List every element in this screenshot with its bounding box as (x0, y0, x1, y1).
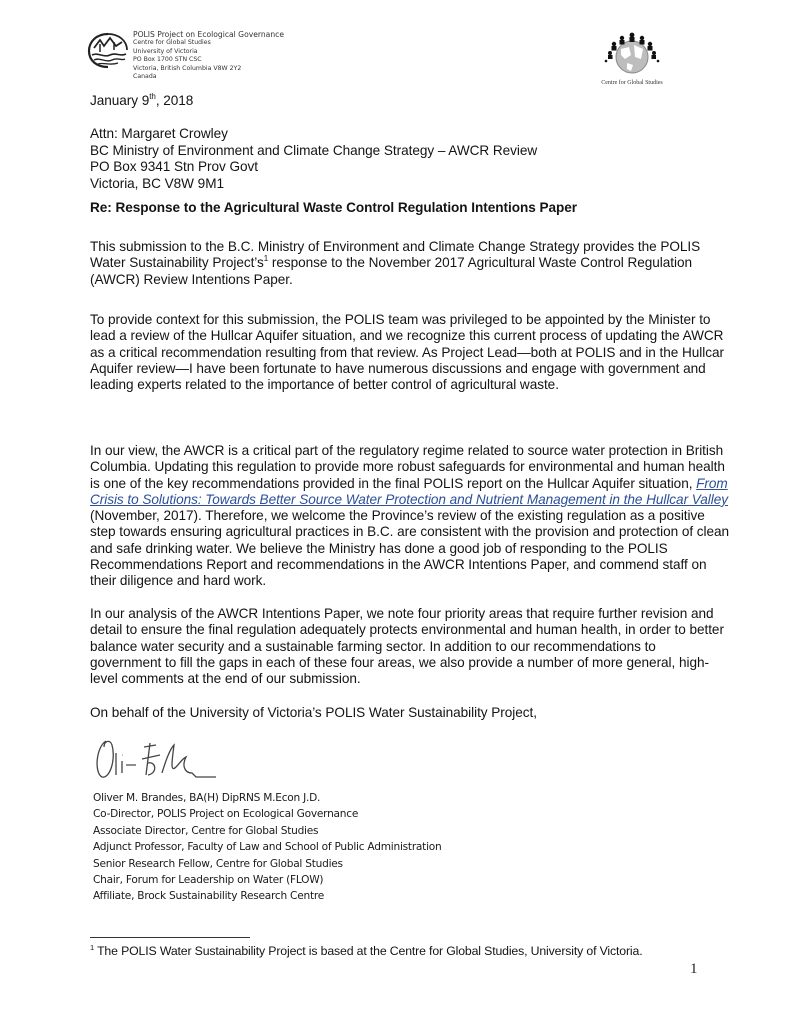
paragraph-text: In our view, the AWCR is a critical part of the regulatory regime related to source water protection in British Columbia. Updating this regulation to provide more robust safeguards for environmental and human health is one of the key recommendations provided in the final POLIS report on the Hullcar Aquifer situation, (90, 443, 725, 491)
footnote (90, 944, 642, 958)
letterhead-line: University of Victoria (133, 47, 198, 55)
recipient-address (90, 126, 730, 192)
recipient-attn: Attn: Margaret Crowley (90, 126, 228, 141)
letterhead-address (133, 31, 284, 81)
recipient-po-box: PO Box 9341 Stn Prov Govt (90, 159, 259, 174)
centre-for-global-studies-logo-icon (601, 29, 663, 87)
subject-line: Re: Response to the Agricultural Waste Control Regulation Intentions Paper (90, 200, 577, 215)
signatory-name: Oliver M. Brandes, BA(H) DipRNS M.Econ J.D. (93, 792, 321, 804)
letterhead-line: PO Box 1700 STN CSC (133, 56, 202, 64)
date-ordinal: th (149, 92, 156, 101)
letterhead-line: Centre for Global Studies (133, 39, 211, 47)
cgs-logo-caption: Centre for Global Studies (601, 80, 663, 86)
paragraph-text: This submission to the B.C. Ministry of Environment and Climate Change Strategy provides the POLIS Water Sustainability Project’s (90, 239, 701, 271)
recipient-city: Victoria, BC V8W 9M1 (90, 175, 224, 191)
paragraph-view (90, 443, 730, 590)
letterhead-org-name: POLIS Project on Ecological Governance (133, 30, 284, 39)
date-year: , 2018 (155, 93, 194, 108)
recipient-org: BC Ministry of Environment and Climate Change Strategy – AWCR Review (90, 142, 538, 158)
paragraph-text: response to the November 2017 Agricultural Waste Control Regulation (AWCR) Review Intentions Paper. (90, 255, 692, 287)
footnote-divider (90, 937, 250, 938)
handwritten-signature-icon (92, 733, 222, 785)
signatory-title: Chair, Forum for Leadership on Water (FLOW) (93, 874, 324, 887)
paragraph-closing: On behalf of the University of Victoria’s POLIS Water Sustainability Project, (90, 705, 537, 720)
polis-logo-icon (86, 30, 130, 70)
signatory-title: Associate Director, Centre for Global Studies (93, 824, 319, 837)
paragraph-analysis: In our analysis of the AWCR Intentions Paper, we note four priority areas that require further revision and detail to ensure the final regulation adequately protects environmental and human health, in order to better balance water security and a sustainable farming sector. In addition to our recommendations to government to fill the gaps in each of these four areas, we also provide a number of more general, high-level comments at the end of our submission. (90, 606, 724, 687)
letterhead-line: Canada (133, 73, 157, 81)
paragraph-context: To provide context for this submission, the POLIS team was privileged to be appointed by the Minister to lead a review of the Hullcar Aquifer situation, and we recognize this current process of updating the AWCR as a critical recommendation resulting from that review. As Project Lead—both at POLIS and in the Hullcar Aquifer review—I have been fortunate to have numerous discussions and engage with government and leading experts related to the importance of better control of agricultural waste. (90, 312, 724, 393)
signatory-title: Senior Research Fellow, Centre for Global Studies (93, 857, 343, 870)
letterhead-line: Victoria, British Columbia V8W 2Y2 (133, 64, 242, 72)
report-link[interactable]: From Crisis to Solutions: Towards Better Source Water Protection and Nutrient Management in the Hullcar Valley (90, 475, 728, 507)
date-text: January 9 (90, 93, 150, 108)
paragraph-text: (November, 2017). Therefore, we welcome the Province’s review of the existing regulation as a positive step towards ensuring agricultural practices in B.C. are consistent with the provision and protection of clean and safe drinking water. We believe the Ministry has done a good job of responding to the POLIS Recommendations Report and recommendations in the AWCR Intentions Paper, and commend staff on their diligence and hard work. (90, 508, 730, 589)
signatory-title: Adjunct Professor, Faculty of Law and School of Public Administration (93, 841, 442, 854)
footnote-text: The POLIS Water Sustainability Project is based at the Centre for Global Studies, University of Victoria. (94, 944, 643, 958)
page-number: 1 (690, 961, 698, 977)
letter-date (90, 93, 730, 109)
paragraph-intro (90, 239, 730, 288)
signature-block (93, 790, 441, 905)
signatory-title: Affiliate, Brock Sustainability Research Centre (93, 890, 324, 903)
footnote-marker: 1 (90, 943, 95, 952)
signatory-title: Co-Director, POLIS Project on Ecological Governance (93, 808, 359, 821)
footnote-reference[interactable]: 1 (263, 254, 269, 264)
